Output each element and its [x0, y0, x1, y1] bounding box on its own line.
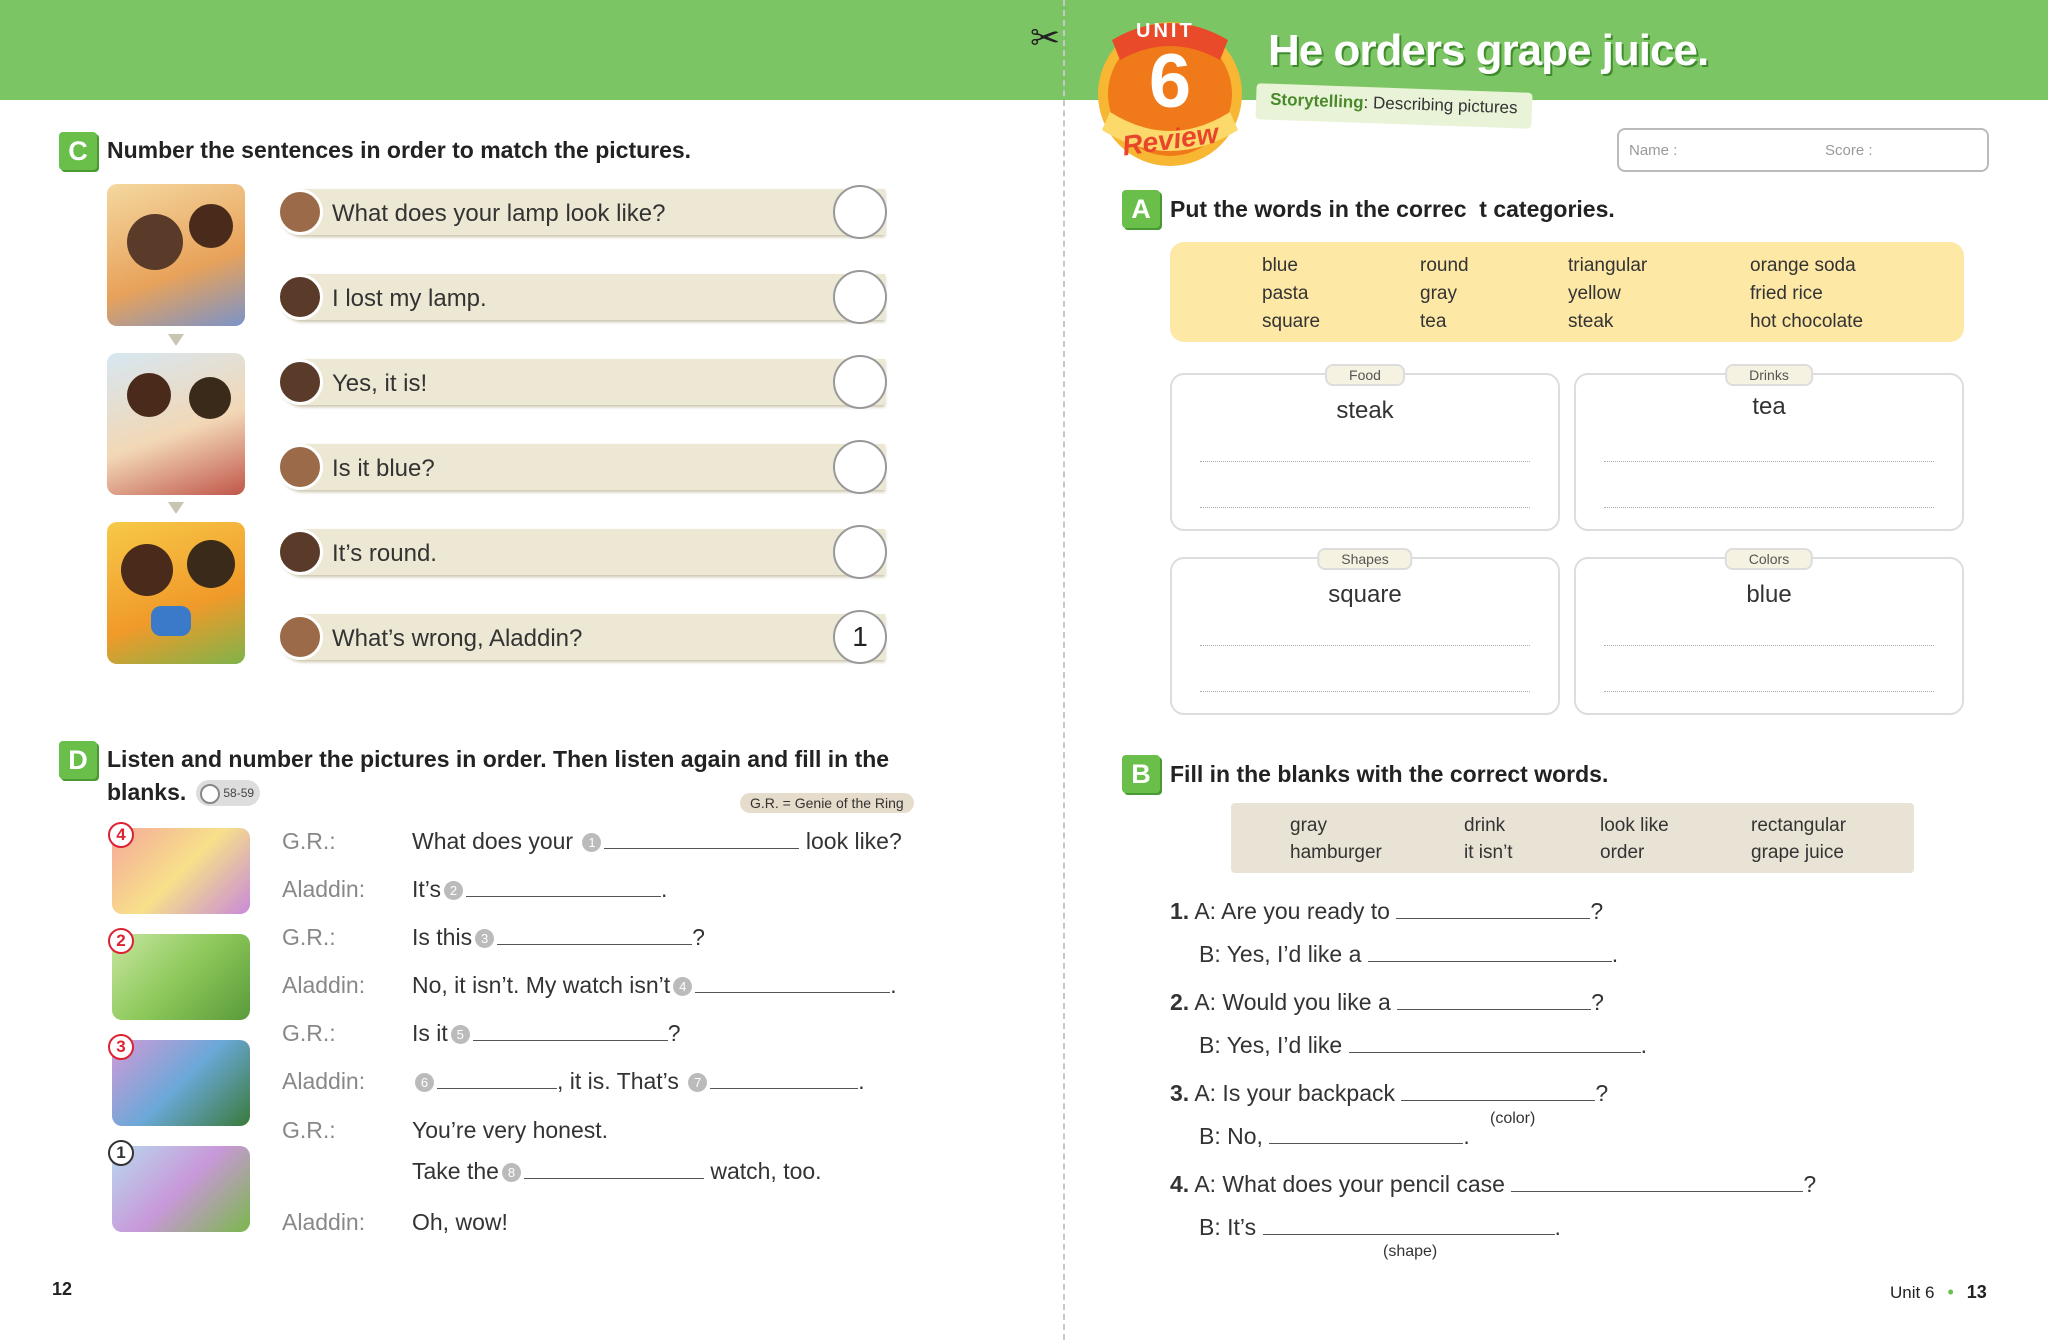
word-column-4	[1750, 252, 1863, 336]
speaker-label: G.R.:	[282, 924, 336, 950]
answer-text: B: Yes, I’d like	[1199, 1032, 1343, 1058]
category-label: Colors	[1725, 548, 1813, 570]
blank-field[interactable]	[710, 1071, 858, 1089]
section-c-title: Number the sentences in order to match the pictures.	[107, 137, 692, 163]
answer-end: .	[1554, 1214, 1561, 1240]
blank-field[interactable]	[1349, 1035, 1641, 1053]
word-item: round	[1420, 255, 1469, 276]
question-end: ?	[1595, 1080, 1609, 1106]
dialogue-line-6	[412, 1068, 865, 1095]
speaker-face-icon	[277, 614, 323, 660]
question-number: 3.	[1170, 1080, 1190, 1106]
word-column-2	[1420, 252, 1469, 336]
word-column-3	[1600, 812, 1669, 866]
writing-line[interactable]	[1200, 691, 1530, 692]
answer-text: B: Yes, I’d like a	[1199, 941, 1362, 967]
section-d-title-line1: Listen and number the pictures in order. Then listen again and fill in the	[107, 746, 890, 772]
sentence-strip-2	[280, 274, 885, 320]
word-item: gray	[1290, 815, 1327, 836]
word-column-3	[1568, 252, 1647, 336]
speaker-label: G.R.:	[282, 1117, 336, 1143]
sentence-strip-1	[280, 189, 885, 235]
blank-field[interactable]	[1401, 1083, 1595, 1101]
dialogue-text: It’s	[412, 876, 441, 902]
speaker-label: Aladdin:	[282, 1068, 366, 1094]
arrow-down-icon	[168, 502, 184, 514]
speaker-face-icon	[277, 274, 323, 320]
word-item: square	[1262, 311, 1321, 332]
word-item: look like	[1600, 815, 1669, 836]
title-gap	[1467, 196, 1480, 222]
word-column-2	[1464, 812, 1513, 866]
section-d-letter: D	[59, 741, 97, 779]
blank-number: 8	[502, 1163, 521, 1182]
blank-field[interactable]	[1396, 901, 1590, 919]
blank-number: 5	[451, 1025, 470, 1044]
blank-number: 7	[688, 1073, 707, 1092]
section-a-title-part2: t categories.	[1479, 196, 1615, 222]
sentence-text: I lost my lamp.	[332, 285, 487, 312]
picture-number-badge: 4	[108, 822, 134, 848]
writing-line[interactable]	[1200, 507, 1530, 508]
picture-d1	[112, 828, 250, 914]
cd-track	[196, 780, 260, 806]
dialogue-line-8	[412, 1158, 822, 1185]
unit-badge	[1090, 12, 1250, 172]
word-item: orange soda	[1750, 255, 1856, 276]
word-bank-a	[1170, 242, 1964, 342]
dialogue-text: .	[858, 1068, 865, 1094]
section-c-letter: C	[59, 132, 97, 170]
question-1-b	[1199, 941, 1618, 968]
dialogue-line-4	[412, 972, 897, 999]
answer-text: B: No,	[1199, 1123, 1263, 1149]
right-page-number: 13	[1966, 1282, 1987, 1302]
dialogue-text: ?	[667, 1020, 681, 1046]
picture-c3	[107, 522, 245, 664]
dialogue-line-1	[412, 828, 902, 855]
blank-field[interactable]	[1368, 944, 1612, 962]
dialogue-line-3	[412, 924, 705, 951]
picture-d3	[112, 1040, 250, 1126]
category-answer[interactable]: steak	[1336, 397, 1394, 424]
blank-number: 4	[673, 977, 692, 996]
right-page-footer	[1890, 1282, 1987, 1303]
unit-text: Unit 6	[1890, 1283, 1935, 1302]
sentence-strip-6	[280, 614, 885, 660]
category-box-food	[1170, 367, 1560, 531]
dialogue-line-9: Oh, wow!	[412, 1209, 508, 1235]
question-text: A: Would you like a	[1194, 989, 1391, 1015]
dialogue-text: look like?	[805, 828, 902, 854]
word-item: it isn’t	[1464, 842, 1513, 863]
question-text: A: Are you ready to	[1194, 898, 1390, 924]
footer-bullet: •	[1947, 1282, 1954, 1302]
subtitle-bold: Storytelling	[1269, 89, 1364, 112]
word-item: blue	[1262, 255, 1298, 276]
blank-field[interactable]	[1263, 1217, 1555, 1235]
section-b-letter: B	[1122, 755, 1160, 793]
speaker-face-icon	[277, 444, 323, 490]
unit-number: 6	[1148, 39, 1192, 124]
speaker-label: G.R.:	[282, 828, 336, 854]
blank-field[interactable]	[1269, 1126, 1463, 1144]
sentence-text: Yes, it is!	[332, 370, 428, 397]
question-2-b	[1199, 1032, 1647, 1059]
speaker-label: Aladdin:	[282, 1209, 366, 1235]
speaker-face-icon	[277, 359, 323, 405]
writing-line[interactable]	[1200, 645, 1530, 646]
word-item: tea	[1420, 311, 1447, 332]
word-item: pasta	[1262, 283, 1309, 304]
blank-field[interactable]	[437, 1071, 557, 1089]
hint-shape: (shape)	[1383, 1243, 1438, 1260]
answer-end: .	[1463, 1123, 1470, 1149]
dialogue-text: Take the	[412, 1158, 499, 1184]
speaker-face-icon	[277, 529, 323, 575]
word-item: hot chocolate	[1750, 311, 1864, 332]
blank-number: 1	[582, 833, 601, 852]
category-answer[interactable]: square	[1328, 581, 1402, 608]
page-fold-line	[1063, 0, 1065, 1340]
writing-line[interactable]	[1200, 461, 1530, 462]
word-item: fried rice	[1750, 283, 1823, 304]
question-3-b	[1199, 1123, 1470, 1150]
category-box-colors	[1574, 551, 1964, 715]
dialogue-line-5	[412, 1020, 681, 1047]
question-1-a	[1170, 898, 1603, 925]
word-item: grape juice	[1751, 842, 1844, 863]
answer-circle[interactable]	[833, 270, 887, 324]
dialogue-text: , it is. That’s	[557, 1068, 679, 1094]
picture-number-badge: 2	[108, 928, 134, 954]
word-item: steak	[1568, 311, 1614, 332]
category-answer[interactable]: blue	[1746, 581, 1792, 608]
dialogue-line-7: You’re very honest.	[412, 1117, 609, 1143]
speaker-label: Aladdin:	[282, 876, 366, 902]
answer-circle[interactable]: 1	[833, 610, 887, 664]
category-box-shapes	[1170, 551, 1560, 715]
writing-line[interactable]	[1604, 691, 1934, 692]
picture-number-badge: 1	[108, 1140, 134, 1166]
dialogue-text: No, it isn’t. My watch isn’t	[412, 972, 671, 998]
word-column-4	[1751, 812, 1846, 866]
sentence-text: Is it blue?	[332, 455, 435, 482]
score-label: Score :	[1825, 142, 1873, 159]
blank-number: 3	[475, 929, 494, 948]
unit-label: UNIT	[1136, 20, 1195, 42]
section-a-letter: A	[1122, 190, 1160, 228]
picture-d4	[112, 1146, 250, 1232]
blank-field[interactable]	[1511, 1174, 1803, 1192]
blank-number: 2	[444, 881, 463, 900]
word-column-1	[1290, 812, 1382, 866]
page-title: He orders grape juice.	[1268, 26, 1709, 75]
dialogue-text: .	[660, 876, 668, 902]
section-a-title	[1170, 196, 1615, 223]
writing-line[interactable]	[1604, 461, 1934, 462]
writing-line[interactable]	[1604, 645, 1934, 646]
question-end: ?	[1590, 898, 1604, 924]
blank-field[interactable]	[695, 975, 890, 993]
blank-field[interactable]	[497, 927, 692, 945]
question-text: A: Is your backpack	[1194, 1080, 1396, 1106]
cd-icon	[200, 784, 220, 804]
section-d-title-line2: blanks.	[107, 779, 187, 805]
scissors-icon: ✂	[1030, 18, 1061, 59]
left-page-number: 12	[52, 1279, 73, 1299]
answer-circle[interactable]	[833, 185, 887, 239]
question-2-a	[1170, 989, 1604, 1016]
question-end: ?	[1591, 989, 1604, 1015]
question-text: A: What does your pencil case	[1194, 1171, 1505, 1197]
answer-circle[interactable]	[833, 440, 887, 494]
question-number: 2.	[1170, 989, 1190, 1015]
sentence-strip-3	[280, 359, 885, 405]
picture-c1	[107, 184, 245, 326]
dialogue-text: What does your	[412, 828, 574, 854]
blank-field[interactable]	[604, 831, 799, 849]
question-end: ?	[1803, 1171, 1817, 1197]
word-item: rectangular	[1751, 815, 1847, 836]
sentence-text: What’s wrong, Aladdin?	[332, 625, 583, 652]
section-b-title: Fill in the blanks with the correct words.	[1170, 761, 1609, 787]
category-label: Food	[1325, 364, 1405, 386]
section-a-title-part1: Put the words in the correc	[1170, 196, 1467, 222]
question-number: 4.	[1170, 1171, 1190, 1197]
answer-circle[interactable]	[833, 525, 887, 579]
cd-track-number: 58-59	[223, 786, 255, 800]
question-4-b	[1199, 1214, 1561, 1241]
dialogue-text: watch, too.	[710, 1158, 822, 1184]
picture-d2	[112, 934, 250, 1020]
question-3-a	[1170, 1080, 1608, 1107]
answer-end: .	[1640, 1032, 1647, 1058]
blank-field[interactable]	[466, 879, 661, 897]
blank-field[interactable]	[524, 1161, 704, 1179]
sentence-strip-4	[280, 444, 885, 490]
name-score-box[interactable]	[1617, 128, 1989, 172]
sentence-text: What does your lamp look like?	[332, 200, 666, 227]
dialogue-line-2	[412, 876, 667, 903]
dialogue-text: Is this	[412, 924, 473, 950]
review-label: Review	[1120, 117, 1221, 162]
name-label: Name :	[1629, 142, 1678, 159]
word-item: hamburger	[1290, 842, 1382, 863]
sentence-strip-5	[280, 529, 885, 575]
blank-field[interactable]	[1397, 992, 1591, 1010]
dialogue-text: ?	[692, 924, 705, 950]
gr-note: G.R. = Genie of the Ring	[740, 793, 914, 813]
category-label: Drinks	[1725, 364, 1813, 386]
category-box-drinks	[1574, 367, 1964, 531]
word-item: triangular	[1568, 255, 1648, 276]
picture-number-badge: 3	[108, 1034, 134, 1060]
answer-text: B: It’s	[1199, 1214, 1257, 1240]
writing-line[interactable]	[1604, 507, 1934, 508]
picture-c2	[107, 353, 245, 495]
answer-circle[interactable]	[833, 355, 887, 409]
word-item: drink	[1464, 815, 1506, 836]
question-4-a	[1170, 1171, 1816, 1198]
category-label: Shapes	[1317, 548, 1412, 570]
speaker-face-icon	[277, 189, 323, 235]
word-column-1	[1262, 252, 1320, 336]
speaker-label: G.R.:	[282, 1020, 336, 1046]
dialogue-text: Is it	[412, 1020, 448, 1046]
word-bank-b	[1231, 803, 1914, 873]
sentence-text: It’s round.	[332, 540, 437, 567]
blank-number: 6	[415, 1073, 434, 1092]
category-answer[interactable]: tea	[1752, 393, 1786, 420]
word-item: order	[1600, 842, 1645, 863]
word-item: yellow	[1568, 283, 1621, 304]
word-item: gray	[1420, 283, 1457, 304]
question-number: 1.	[1170, 898, 1190, 924]
speaker-label: Aladdin:	[282, 972, 366, 998]
blank-field[interactable]	[473, 1023, 668, 1041]
arrow-down-icon	[168, 334, 184, 346]
dialogue-text: .	[890, 972, 897, 998]
subtitle-rest: : Describing pictures	[1363, 92, 1518, 118]
answer-end: .	[1611, 941, 1619, 967]
header-bar	[0, 0, 2048, 100]
hint-color: (color)	[1490, 1110, 1536, 1127]
